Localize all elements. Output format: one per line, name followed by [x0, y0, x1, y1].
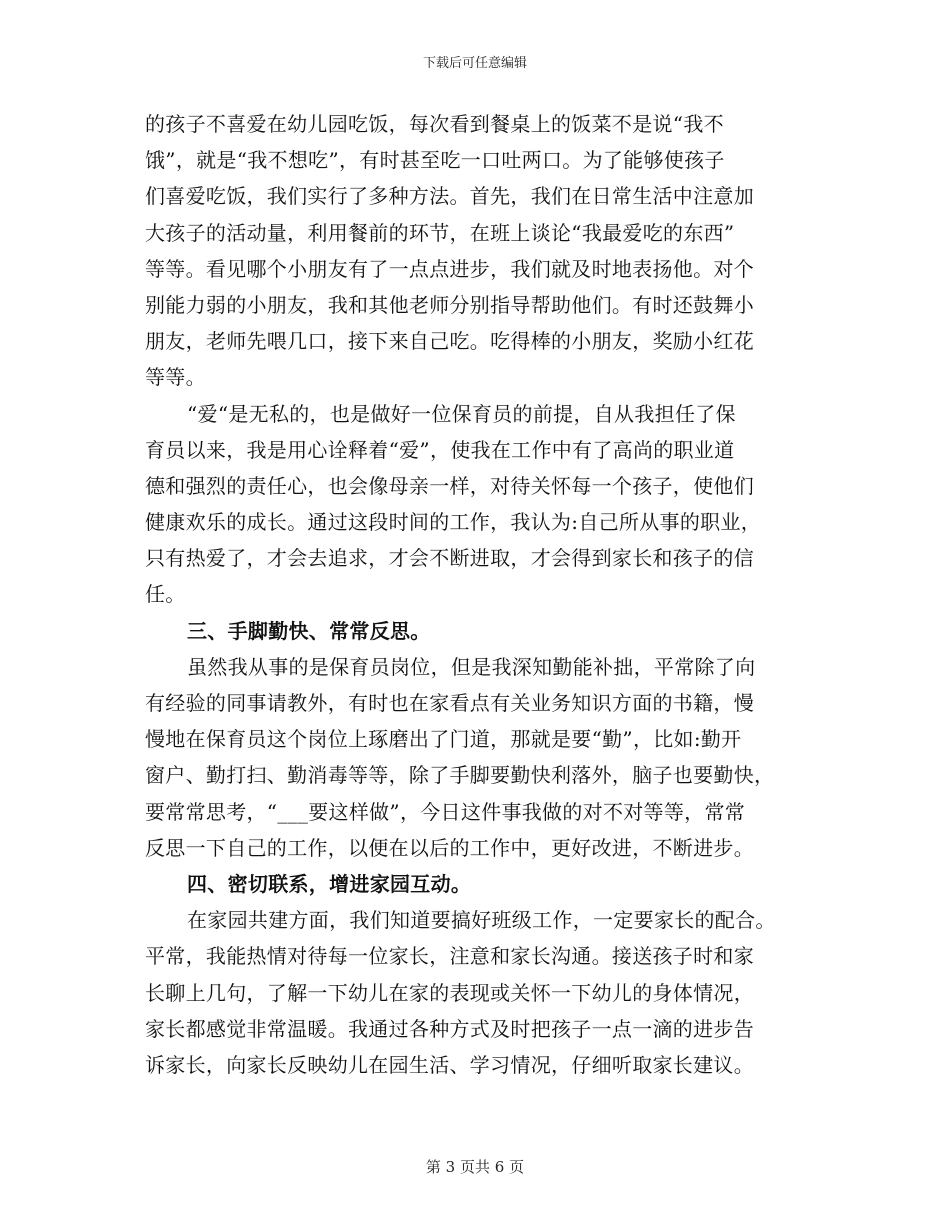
- body-text-line: 诉家长，向家长反映幼儿在园生活、学习情况，仔细听取家长建议。: [145, 1052, 754, 1077]
- body-text-line: 平常，我能热情对待每一位家长，注意和家长沟通。接送孩子时和家: [145, 944, 754, 969]
- page-header: 下载后可任意编辑: [422, 56, 527, 71]
- body-text-line: 长聊上几句，了解一下幼儿在家的表现或关怀一下幼儿的身体情况，: [145, 980, 754, 1005]
- body-text-line: 大孩子的活动量，利用餐前的环节，在班上谈论“我最爱吃的东西”: [145, 220, 735, 245]
- body-text-line: 等等。看见哪个小朋友有了一点点进步，我们就及时地表扬他。对个: [145, 256, 754, 281]
- page-footer: 第 3 页共 6 页: [425, 1158, 525, 1176]
- body-text-line: 们喜爱吃饭，我们实行了多种方法。首先，我们在日常生活中注意加: [145, 184, 754, 209]
- body-text-line: 虽然我从事的是保育员岗位，但是我深知勤能补拙，平常除了向: [187, 654, 756, 679]
- body-text-line: 健康欢乐的成长。通过这段时间的工作，我认为:自己所从事的职业，: [145, 510, 762, 535]
- body-text-line: 要常常思考，“___要这样做”，今日这件事我做的对不对等等，常常: [145, 799, 746, 824]
- section-heading: 四、密切联系，增进家园互动。: [187, 871, 472, 896]
- body-text-line: 窗户、勤打扫、勤消毒等等，除了手脚要勤快利落外，脑子也要勤快，: [145, 763, 775, 788]
- body-text-line: 别能力弱的小朋友，我和其他老师分别指导帮助他们。有时还鼓舞小: [145, 292, 754, 317]
- body-text-line: 在家园共建方面，我们知道要搞好班级工作，一定要家长的配合。: [187, 908, 776, 933]
- body-text-line: 等等。: [145, 365, 206, 390]
- body-text-line: 家长都感觉非常温暖。我通过各种方式及时把孩子一点一滴的进步告: [145, 1016, 754, 1041]
- body-text-line: 德和强烈的责任心，也会像母亲一样，对待关怀每一个孩子，使他们: [145, 473, 754, 498]
- section-heading: 三、手脚勤快、常常反思。: [187, 618, 431, 643]
- body-text-line: “爱“是无私的，也是做好一位保育员的前提，自从我担任了保: [187, 401, 736, 426]
- document-body: [145, 106, 810, 1083]
- body-text-line: 任。: [145, 582, 186, 607]
- body-text-line: 朋友，老师先喂几口，接下来自己吃。吃得棒的小朋友，奖励小红花: [145, 329, 754, 354]
- body-text-line: 反思一下自己的工作，以便在以后的工作中，更好改进，不断进步。: [145, 835, 754, 860]
- body-text-line: 饿”，就是“我不想吃”，有时甚至吃一口吐两口。为了能够使孩子: [145, 148, 725, 173]
- body-text-line: 有经验的同事请教外，有时也在家看点有关业务知识方面的书籍，慢: [145, 691, 754, 715]
- body-text-line: 的孩子不喜爱在幼儿园吃饭，每次看到餐桌上的饭菜不是说“我不: [145, 112, 724, 136]
- body-text-line: 育员以来，我是用心诠释着“爱”，使我在工作中有了高尚的职业道: [145, 437, 735, 462]
- body-text-line: 只有热爱了，才会去追求，才会不断进取，才会得到家长和孩子的信: [145, 546, 754, 571]
- body-text-line: 慢地在保育员这个岗位上琢磨出了门道，那就是要“勤”，比如:勤开: [145, 727, 742, 752]
